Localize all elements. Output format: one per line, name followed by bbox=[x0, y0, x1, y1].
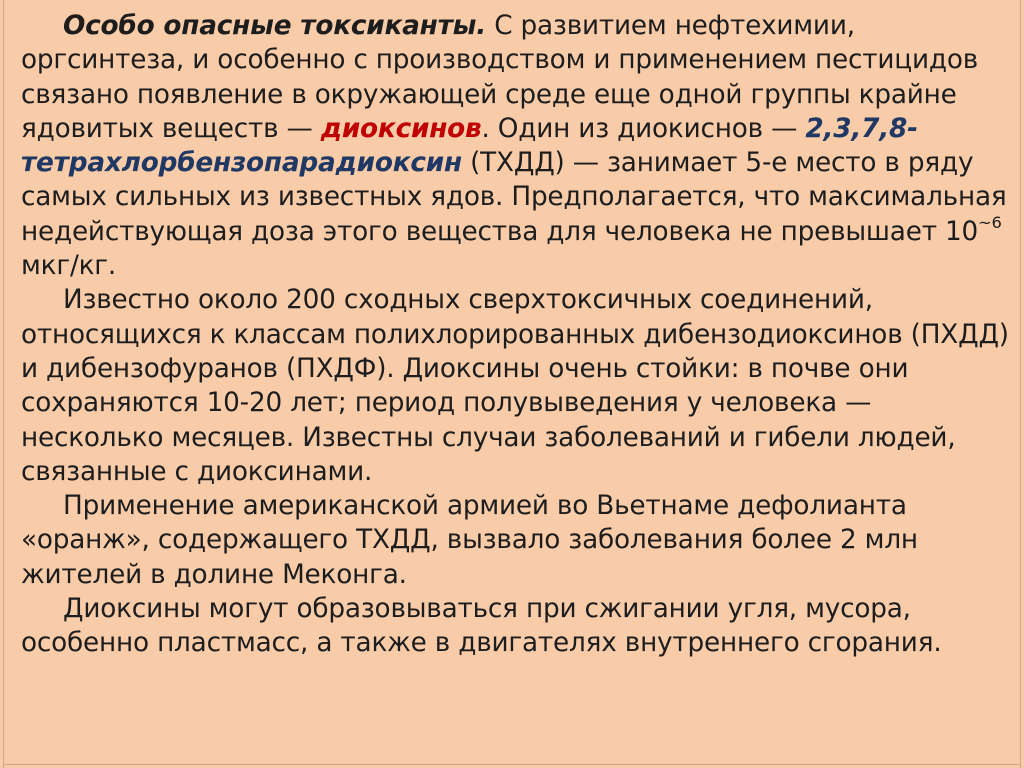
slide-border-left bbox=[3, 0, 4, 768]
paragraph-toxicants bbox=[21, 9, 1011, 283]
slide-border-bottom bbox=[3, 764, 1021, 765]
paragraph-text: (ТХДД) — занимает 5-е место в ряду самых сильных из известных ядов. Предполагается, что максимальная недействующая доза этого вещества для человека не превышает 10 bbox=[21, 148, 1007, 247]
paragraph-text: . Один из диокиснов — bbox=[481, 113, 806, 144]
paragraph-vietnam-orange: Применение американской армией во Вьетнаме дефолианта «оранж», содержащего ТХДД, вызвало заболевания более 2 млн жителей в долине Меконга. bbox=[21, 491, 918, 590]
heading-toxicants: Особо опасные токсиканты. bbox=[63, 11, 487, 41]
term-tcdd: 2,3,7,8-тетрахлорбензопарадиоксин bbox=[21, 113, 918, 179]
paragraph-text: мкг/кг. bbox=[21, 251, 117, 282]
paragraph-dioxin-sources: Диоксины могут образовываться при сжигании угля, мусора, особенно пластмасс, а также в двигателях внутреннего сгорания. bbox=[21, 594, 942, 659]
dose-exponent: ~6 bbox=[978, 212, 1002, 232]
paragraph-similar-compounds: Известно около 200 сходных сверхтоксичных соединений, относящихся к классам полихлорированных дибензодиоксинов (ПХДД) и дибензофуранов (ПХДФ). Диоксины очень стойки: в почве они сохраняются 10-20 лет; период полувыведения у человека — несколько месяцев. Известны случаи заболеваний и гибели людей, связанные с диоксинами. bbox=[21, 285, 1009, 487]
slide-border-right bbox=[1020, 0, 1021, 768]
slide-text-body bbox=[21, 9, 1011, 661]
term-dioxins: диоксинов bbox=[320, 113, 482, 144]
paragraph-text: С развитием нефтехимии, оргсинтеза, и особенно с производством и применением пестицидов связано появление в окружающей среде еще одной группы крайне ядовитых веществ — bbox=[21, 11, 979, 144]
